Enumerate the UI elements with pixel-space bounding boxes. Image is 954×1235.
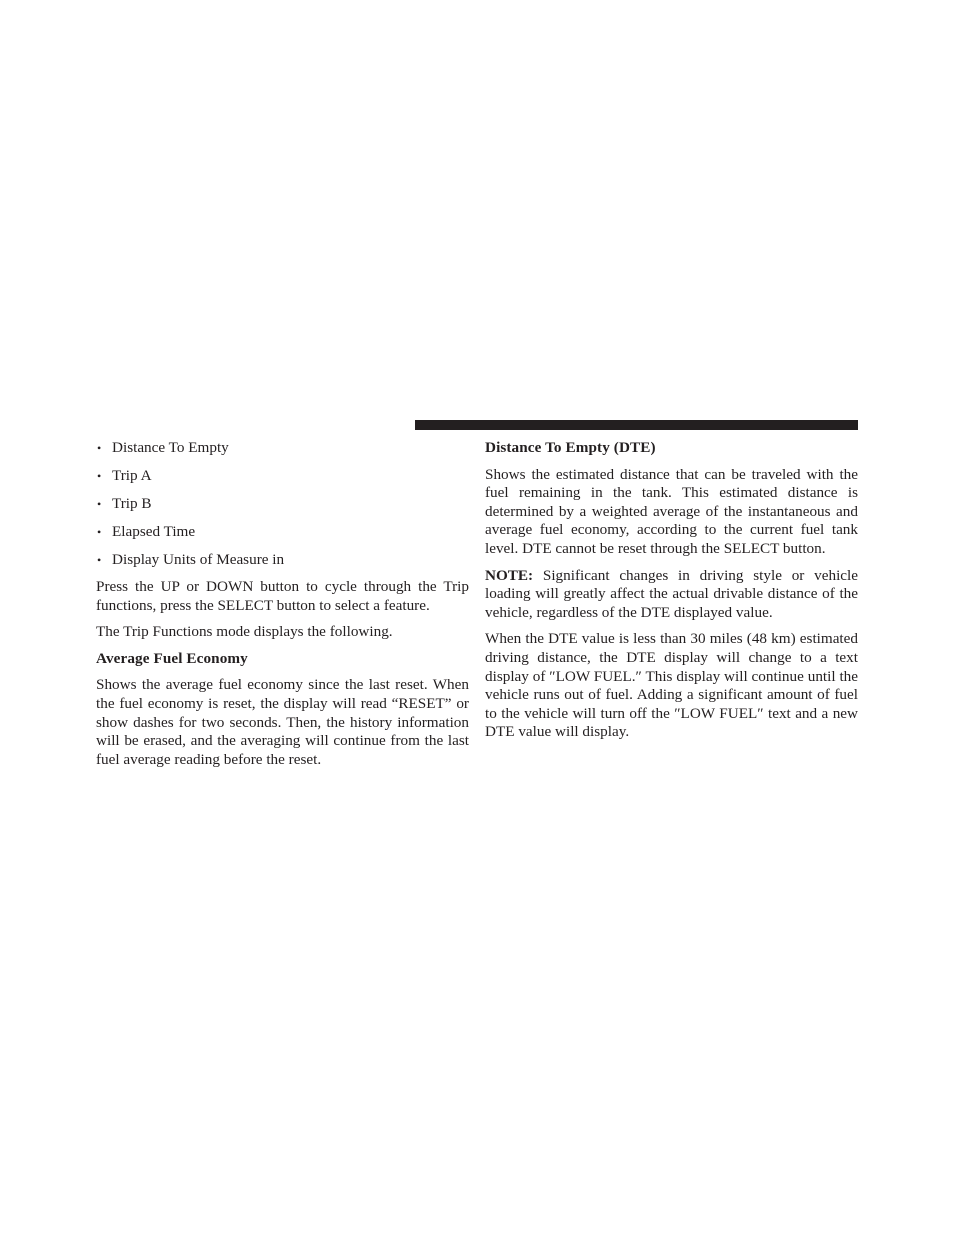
bullet-icon: • xyxy=(97,497,102,511)
cycle-instructions: Press the UP or DOWN button to cycle through the Trip functions, press the SELECT button to select a feature. xyxy=(96,578,469,614)
low-fuel-description: When the DTE value is less than 30 miles (48 km) estimated driving distance, the DTE display will change to a text display of ″LOW FUEL.″ This display will continue until the vehicle runs out of fuel. Adding a significant amount of fuel to the vehicle will turn off the ″LOW FUEL″ text and a new DTE value will display. xyxy=(485,630,858,741)
list-item: • Trip A xyxy=(97,467,152,484)
average-fuel-economy-heading: Average Fuel Economy xyxy=(96,649,248,667)
left-column xyxy=(96,438,469,769)
mode-description: The Trip Functions mode displays the following. xyxy=(96,623,393,641)
average-fuel-economy-text: Shows the average fuel economy since the last reset. When the fuel economy is reset, the display will read “RESET” or show dashes for two seconds. Then, the history information will be erased, and the averaging will continue from the last fuel average reading before the reset. xyxy=(96,676,469,768)
list-item: • Distance To Empty xyxy=(97,439,229,456)
bullet-icon: • xyxy=(97,525,102,539)
list-item: • Display Units of Measure in xyxy=(97,551,285,568)
list-item: • Elapsed Time xyxy=(97,523,196,540)
note-label: NOTE: xyxy=(485,566,534,584)
right-column xyxy=(485,438,858,742)
header-rule xyxy=(415,420,858,430)
list-item: • Trip B xyxy=(97,495,152,512)
bullet-icon: • xyxy=(97,441,102,455)
bullet-icon: • xyxy=(97,469,102,483)
dte-note xyxy=(485,567,858,623)
dte-description: Shows the estimated distance that can be traveled with the fuel remaining in the tank. This estimated distance is determined by a weighted average of the instantaneous and average fuel economy, according to the current fuel tank level. DTE cannot be reset through the SELECT button. xyxy=(485,465,858,557)
trip-functions-list xyxy=(96,438,469,578)
dte-heading: Distance To Empty (DTE) xyxy=(485,439,656,456)
bullet-icon: • xyxy=(97,553,102,567)
note-text: Significant changes in driving style or vehicle loading will greatly affect the actual drivable distance of the vehicle, regardless of the DTE displayed value. xyxy=(485,566,858,621)
